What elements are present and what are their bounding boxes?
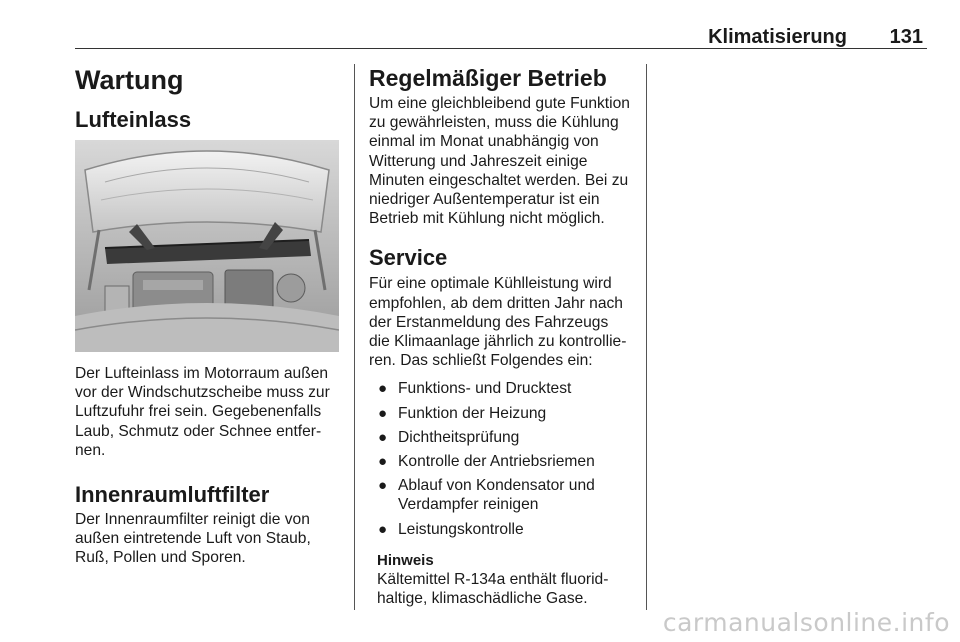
list-item: ● Funktion der Heizung <box>378 404 547 422</box>
column-left-lower <box>75 364 341 568</box>
service-text: Für eine optimale Kühlleistung wird empfohlen, ab dem dritten Jahr nach der Erstanmeldung des Fahrzeugs die Klimaanlage jährlich zu kontrollie-ren. Das schließt Folgendes ein: <box>369 275 627 370</box>
heading-regelmaessiger-betrieb: Regelmäßiger Betrieb <box>369 65 607 91</box>
column-middle <box>369 64 633 608</box>
page-header <box>75 22 927 49</box>
note-box <box>369 551 633 608</box>
column-left <box>75 64 341 134</box>
heading-lufteinlass: Lufteinlass <box>75 107 192 132</box>
chapter-title: Klimatisierung <box>708 26 847 48</box>
list-item: ● Kontrolle der Antriebsriemen <box>378 453 595 471</box>
list-item: ● Funktions- und Drucktest <box>378 380 572 398</box>
bullet-icon: ● <box>378 404 388 422</box>
list-item: ● Dichtheitsprüfung <box>378 428 520 446</box>
innenraumluftfilter-text: Der Innenraumfilter reinigt die von außen eintretende Luft von Staub, Ruß, Pollen und Sporen. <box>75 511 311 567</box>
list-item: ● Ablauf von Kondensator und Verdampfer reinigen <box>378 477 595 514</box>
watermark: carmanualsonline.info <box>662 608 950 637</box>
bullet-icon: ● <box>378 477 388 495</box>
bullet-icon: ● <box>378 520 388 538</box>
engine-bay-photo <box>75 140 339 352</box>
section-title-wartung: Wartung <box>75 65 184 95</box>
lufteinlass-text: Der Lufteinlass im Motorraum außen vor der Windschutzscheibe muss zur Luftzufuhr frei sein. Gegebenenfalls Laub, Schmutz oder Schnee entfer-nen. <box>75 365 330 459</box>
heading-innenraumluftfilter: Innenraumluftfilter <box>75 482 270 508</box>
column-divider-right <box>646 64 647 610</box>
list-item: ● Leistungskontrolle <box>378 520 524 538</box>
engine-bay-illustration <box>75 140 339 352</box>
regelmaessiger-betrieb-text: Um eine gleichbleibend gute Funktion zu gewährleisten, muss die Kühlung einmal im Monat unabhängig von Witterung und Jahreszeit einige Minuten eingeschaltet werden. Bei zu niedriger Außentemperatur ist ein Betrieb mit Kühlung nicht möglich. <box>369 95 630 228</box>
note-title: Hinweis <box>377 551 434 569</box>
bullet-icon: ● <box>378 380 388 398</box>
heading-service: Service <box>369 245 448 271</box>
bullet-icon: ● <box>378 428 388 446</box>
service-checklist <box>369 379 633 538</box>
column-divider-left <box>354 64 355 610</box>
bullet-icon: ● <box>378 453 388 471</box>
page-number: 131 <box>889 26 923 48</box>
note-text: Kältemittel R-134a enthält fluorid-haltige, klimaschädliche Gase. <box>377 570 609 608</box>
